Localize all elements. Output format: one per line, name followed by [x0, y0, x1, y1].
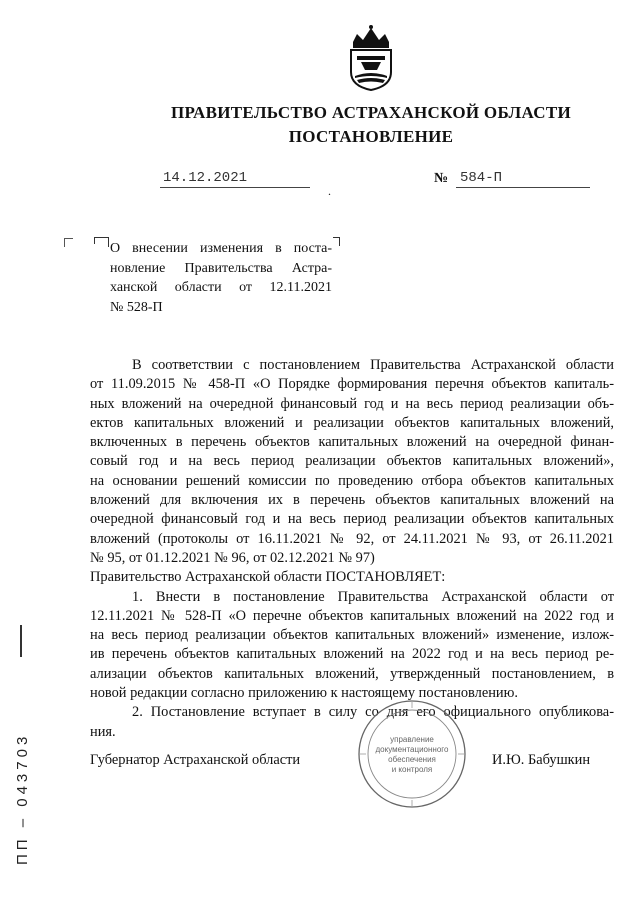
margin-side-mark [20, 625, 22, 657]
subject-line: № 528-П [110, 299, 163, 315]
body-line: на весь период реализации объектов капитальных вложений» изменение, излож- [90, 627, 614, 644]
body-line: ектов капитальных вложений и реализации объектов капитальных вложений, [90, 414, 614, 431]
official-stamp [356, 698, 468, 810]
government-title: ПРАВИТЕЛЬСТВО АСТРАХАНСКОЙ ОБЛАСТИ [171, 103, 571, 122]
body-line: совый год и на весь период реализации объектов капитальных вложений», [90, 453, 614, 470]
body-line: № 95, от 01.12.2021 № 96, от 02.12.2021 № 97) [90, 549, 375, 566]
document-date: 14.12.2021 [163, 170, 248, 186]
document-number: 584-П [460, 170, 503, 186]
body-line: новой редакции согласно приложению к настоящему постановлению. [90, 685, 518, 702]
subject-block [110, 239, 332, 317]
body-line: очередной финансовый год и на весь период реализации объектов капитальных [90, 511, 614, 528]
stamp-line: и контроля [391, 765, 433, 774]
subject-line: О внесении изменения в поста- [110, 241, 332, 256]
body-line: ализации объектов капитальных вложений, утвержденный постановлением, в [90, 665, 614, 682]
body-line: Правительство Астраханской области ПОСТАНОВЛЯЕТ: [90, 569, 446, 586]
date-underline [160, 187, 310, 188]
subject-bracket-right [333, 237, 340, 246]
body-line: В соответствии с постановлением Правительства Астраханской области [132, 357, 614, 373]
body-line: ив перечень объектов капитальных вложений на 2022 год и на весь период ре- [90, 646, 614, 663]
stamp-line: документационного [375, 745, 449, 754]
signatory-title: Губернатор Астраханской области [90, 752, 301, 768]
body-line: на основании решений комиссии по проведению отбора объектов капитальных [90, 472, 614, 489]
body-line: ных вложений на очередной финансовый год и на весь период реализации объ- [90, 395, 614, 412]
body-line: 1. Внести в постановление Правительства Астраханской области от [132, 588, 614, 605]
stamp-line: обеспечения [388, 755, 436, 764]
body-line: включенных в перечень объектов капитальных вложений на очередной финан- [90, 434, 614, 451]
subject-bracket-left-inner [102, 237, 109, 247]
margin-corner-mark [64, 238, 73, 247]
form-serial-number: ПП – 043703 [14, 732, 31, 865]
number-underline [456, 187, 590, 188]
separator-dot: . [328, 184, 331, 198]
body-line: 12.11.2021 № 528-П «О перечне объектов капитальных вложений на 2022 год и [90, 607, 614, 624]
resolution-body [90, 356, 614, 742]
document-type-title: ПОСТАНОВЛЕНИЕ [288, 127, 454, 146]
body-line: от 11.09.2015 № 458-П «О Порядке формирования перечня объектов капиталь- [90, 376, 614, 393]
stamp-line: управление [390, 735, 434, 744]
body-line: 2. Постановление вступает в силу со дня его официального опубликова- [132, 704, 614, 721]
subject-line: ханской области от 12.11.2021 [110, 280, 332, 295]
body-line: ния. [90, 723, 116, 740]
coat-of-arms-emblem [343, 20, 399, 92]
body-line: вложений для включения их в перечень объектов капитальных вложений на [90, 492, 614, 509]
number-sign: № [434, 171, 449, 186]
subject-line: новление Правительства Астра- [110, 260, 332, 276]
signatory-name: И.Ю. Бабушкин [492, 752, 591, 768]
body-line: вложений (протоколы от 16.11.2021 № 92, от 24.11.2021 № 93, от 26.11.2021 [90, 530, 614, 547]
